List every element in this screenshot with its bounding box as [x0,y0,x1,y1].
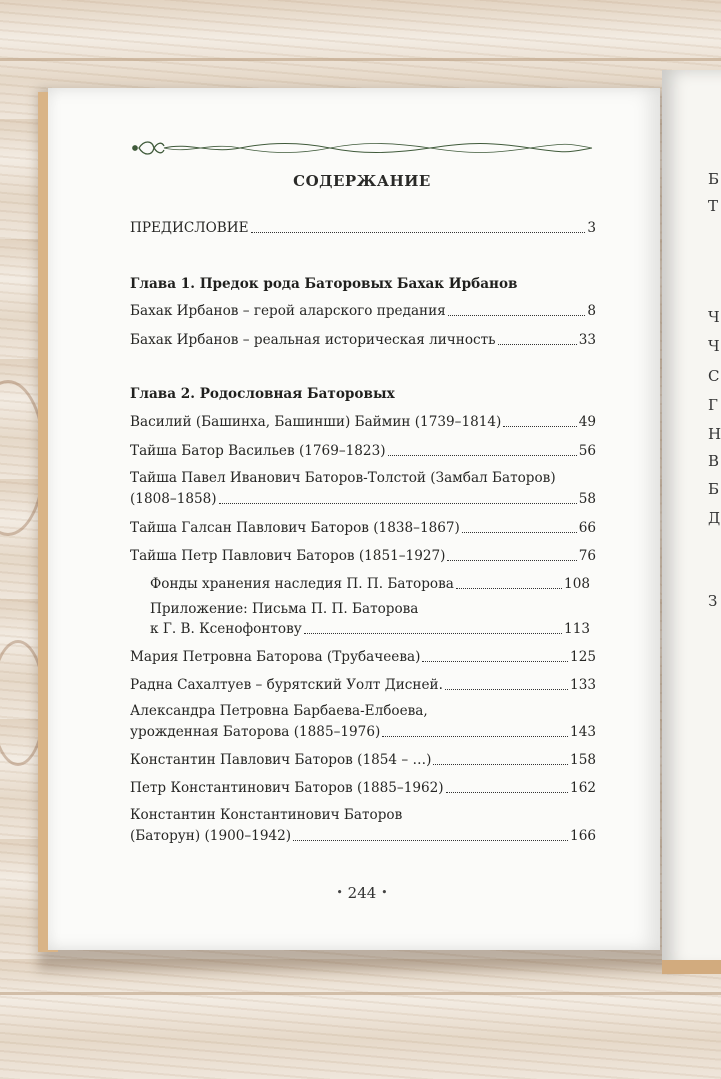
toc-entry-page: 49 [578,414,596,430]
facing-page-char: Б [708,170,720,188]
leader-dots [422,661,568,662]
toc-entry-label: Тайша Петр Павлович Баторов (1851–1927) [130,548,446,564]
leader-dots [219,503,577,504]
page-number-value: 244 [347,884,377,902]
toc-entry-page: 143 [570,724,596,740]
toc-entry-page: 58 [578,491,596,507]
toc-entry-page: 133 [570,677,596,693]
toc-entry-label: Бахак Ирбанов – герой аларского предания [130,303,446,319]
facing-cover-edge [662,960,721,974]
page-number [48,884,676,902]
bullet-icon: • [336,886,343,899]
toc-entry-page: 166 [570,828,596,844]
bullet-icon: • [381,886,388,899]
toc-entry-label: Фонды хранения наследия П. П. Баторова [150,576,454,592]
toc-entry-label-cont: (1808–1858) [130,491,217,507]
facing-page-char: Ч [708,308,720,326]
leader-dots [382,736,568,737]
facing-page-char: З [708,592,718,610]
leader-dots [446,792,568,793]
toc-entry-label-cont: к Г. В. Ксенофонтову [150,621,302,637]
toc-entry-page: 113 [564,621,590,637]
facing-page-char: Г [708,396,718,414]
plank-gap [0,58,721,61]
toc-entry-label-cont: (Баторун) (1900–1942) [130,828,292,844]
leader-dots [498,344,577,345]
toc-entry-label: Петр Константинович Баторов (1885–1962) [130,780,444,796]
leader-dots [251,232,586,233]
toc-entry[interactable] [130,779,596,797]
leader-dots [388,455,577,456]
toc-entry-label: Бахак Ирбанов – реальная историческая личность [130,332,496,348]
toc-subentry[interactable] [150,620,590,638]
facing-page-char: Б [708,480,720,498]
toc-entry-label: Радна Сахалтуев – бурятский Уолт Дисней. [130,677,443,693]
toc-entry-label-cont: урожденная Баторова (1885–1976) [130,724,381,740]
toc-entry[interactable] [130,219,596,237]
toc-entry-page: 158 [570,752,596,768]
leader-dots [293,840,568,841]
leader-dots [304,633,562,634]
toc-entry-page: 66 [578,520,596,536]
toc-entry-label: Мария Петровна Баторова (Трубачеева) [130,649,421,665]
toc-entry[interactable] [130,827,596,845]
toc-entry-label[interactable]: Константин Константинович Баторов [130,807,403,823]
leader-dots [503,426,576,427]
toc-entry-page: 8 [587,303,596,319]
toc-entry[interactable] [130,723,596,741]
toc-entry[interactable] [130,413,596,431]
leader-dots [433,764,568,765]
leader-dots [445,689,568,690]
facing-page-char: С [708,367,720,385]
toc-subentry[interactable] [150,575,590,593]
toc-entry-label: ПРЕДИСЛОВИЕ [130,220,249,236]
toc-entry[interactable] [130,519,596,537]
toc-entry-page: 76 [578,548,596,564]
leader-dots [456,588,562,589]
facing-page-char: Д [708,509,721,527]
toc-entry-label[interactable]: Александра Петровна Барбаева-Елбоева, [130,703,428,719]
toc-entry-page: 108 [564,576,590,592]
chapter-heading: Глава 2. Родословная Баторовых [130,386,395,402]
toc-entry[interactable] [130,648,596,666]
facing-page-char: Н [708,425,721,443]
toc-entry-page: 3 [587,220,596,236]
toc-entry-page: 162 [570,780,596,796]
toc-entry-label: Василий (Башинха, Башинши) Баймин (1739–1814) [130,414,502,430]
facing-page-char: Т [708,197,719,215]
toc-entry-label: Константин Павлович Баторов (1854 – …) [130,752,432,768]
toc-entry-label: Тайша Галсан Павлович Баторов (1838–1867) [130,520,460,536]
toc-entry-label[interactable]: Тайша Павел Иванович Баторов-Толстой (Замбал Баторов) [130,470,556,486]
toc-entry[interactable] [130,302,596,320]
leader-dots [462,532,577,533]
toc-entry[interactable] [130,547,596,565]
toc-entry[interactable] [130,751,596,769]
toc-entry[interactable] [130,442,596,460]
toc-entry-page: 125 [570,649,596,665]
toc-entry[interactable] [130,331,596,349]
toc-entry-label[interactable]: Приложение: Письма П. П. Баторова [150,601,419,617]
toc-entry-label: Тайша Батор Васильев (1769–1823) [130,443,386,459]
ornament-divider-icon [130,136,596,160]
leader-dots [448,315,586,316]
chapter-heading: Глава 1. Предок рода Баторовых Бахак Ирбанов [130,276,518,292]
facing-page-char: Ч [708,337,720,355]
leader-dots [447,560,576,561]
toc-entry-page: 33 [578,332,596,348]
toc-entry[interactable] [130,676,596,694]
plank-gap [0,992,721,995]
toc-entry[interactable] [130,490,596,508]
toc-entry-page: 56 [578,443,596,459]
facing-page-char: В [708,452,720,470]
page-title: СОДЕРЖАНИЕ [293,172,431,190]
